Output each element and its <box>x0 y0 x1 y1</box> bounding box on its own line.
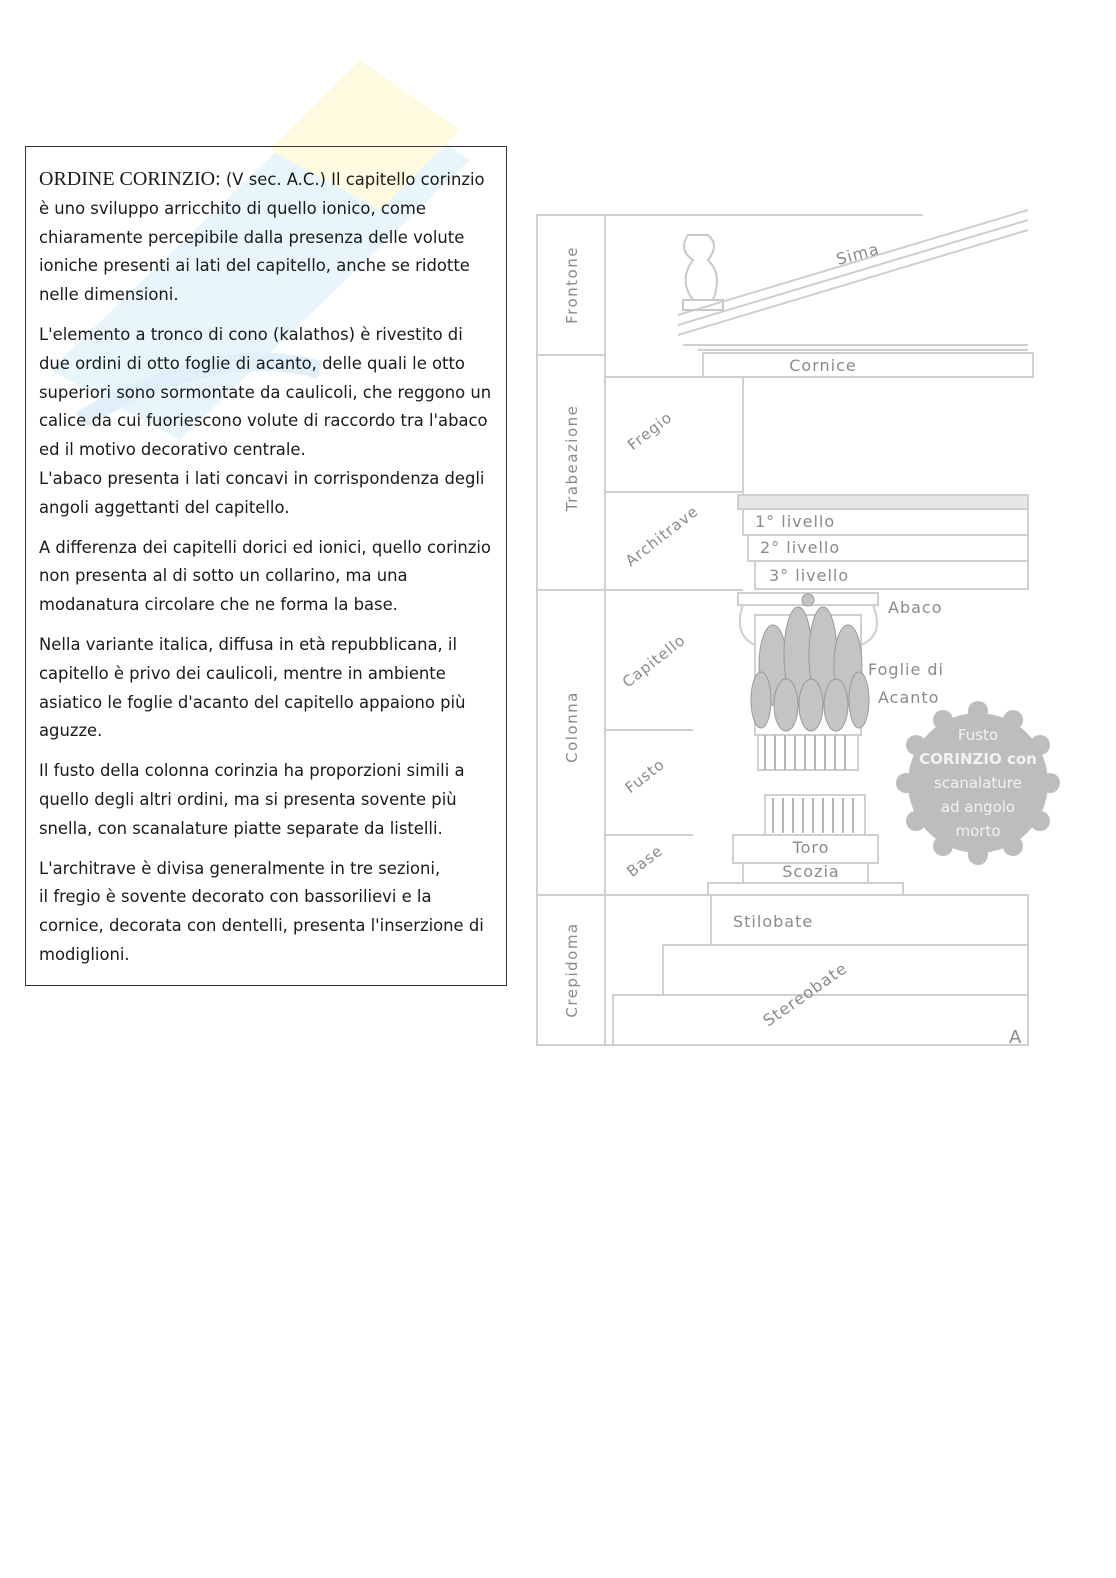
label-cornice: Cornice <box>789 356 857 375</box>
paragraph-kalathos <box>39 321 492 523</box>
label-architrave: Architrave <box>621 502 702 571</box>
label-fusto: Fusto <box>621 755 669 798</box>
text-box <box>25 146 507 986</box>
badge-line-2: CORINZIO con <box>919 750 1037 768</box>
label-abaco: Abaco <box>888 598 943 617</box>
badge-line-5: morto <box>955 822 1001 840</box>
label-foglie-line2: Acanto <box>878 688 940 707</box>
fusto-badge <box>896 701 1060 865</box>
label-stilobate: Stilobate <box>733 912 814 931</box>
label-frontone: Frontone <box>563 246 581 324</box>
badge-line-4: ad angolo <box>940 798 1016 816</box>
paragraph-architrave-text: L'architrave è divisa generalmente in tre sezioni, <box>39 858 441 878</box>
label-capitello: Capitello <box>618 630 690 692</box>
label-trabeazione: Trabeazione <box>563 404 581 512</box>
paragraph-fregio-text: il fregio è sovente decorato con bassorilievi e la cornice, decorata con dentelli, presenta l'inserzione di modiglioni. <box>39 887 484 964</box>
paragraph-intro-text: Il capitello corinzio è uno sviluppo arricchito di quello ionico, come chiaramente percepibile dalla presenza delle volute ioniche presenti ai lati del capitello, anche se ridotte nelle dimensioni. <box>39 170 485 305</box>
label-crepidoma: Crepidoma <box>563 922 581 1018</box>
acroterion-icon <box>683 235 723 310</box>
badge-line-3: scanalature <box>934 774 1022 792</box>
corinthian-order-diagram <box>533 195 1063 1055</box>
label-toro: Toro <box>792 838 830 857</box>
label-scozia: Scozia <box>782 862 840 881</box>
period: (V sec. A.C.) <box>225 170 326 189</box>
label-livello-1: 1° livello <box>755 512 836 531</box>
label-colonna: Colonna <box>563 691 581 763</box>
paragraph-kalathos-text: L'elemento a tronco di cono (kalathos) è rivestito di due ordini di otto foglie di acanto, delle quali le otto superiori sono sormontate da caulicoli, che reggono un calice da cui fuoriescono volute di raccordo tra l'abaco ed il motivo decorativo centrale. <box>39 324 492 460</box>
label-fregio: Fregio <box>624 408 676 454</box>
paragraph-fusto: Il fusto della colonna corinzia ha proporzioni simili a quello degli altri ordini, ma si presenta sovente più snella, con scanalature piatte separate da listelli. <box>39 761 465 838</box>
badge-line-1: Fusto <box>957 726 999 744</box>
paragraph-collarino: A differenza dei capitelli dorici ed ionici, quello corinzio non presenta al di sotto un collarino, ma una modanatura circolare che ne forma la base. <box>39 537 491 615</box>
paragraph-variante: Nella variante italica, diffusa in età repubblicana, il capitello è privo dei caulicoli, mentre in ambiente asiatico le foglie d'acanto del capitello appaiono più aguzze. <box>39 634 466 741</box>
label-base: Base <box>623 841 667 881</box>
label-stereobate: Stereobate <box>759 958 851 1031</box>
label-sima: Sima <box>834 239 882 269</box>
label-livello-3: 3° livello <box>769 566 850 585</box>
label-foglie-line1: Foglie di <box>868 660 944 679</box>
paragraph-abaco-text: L'abaco presenta i lati concavi in corrispondenza degli angoli aggettanti del capitello. <box>39 468 485 517</box>
paragraph-intro <box>39 165 492 310</box>
page-title: ORDINE CORINZIO: <box>39 168 221 190</box>
paragraph-architrave <box>39 855 492 970</box>
author-mark: A <box>1009 1027 1023 1048</box>
label-livello-2: 2° livello <box>760 538 841 557</box>
